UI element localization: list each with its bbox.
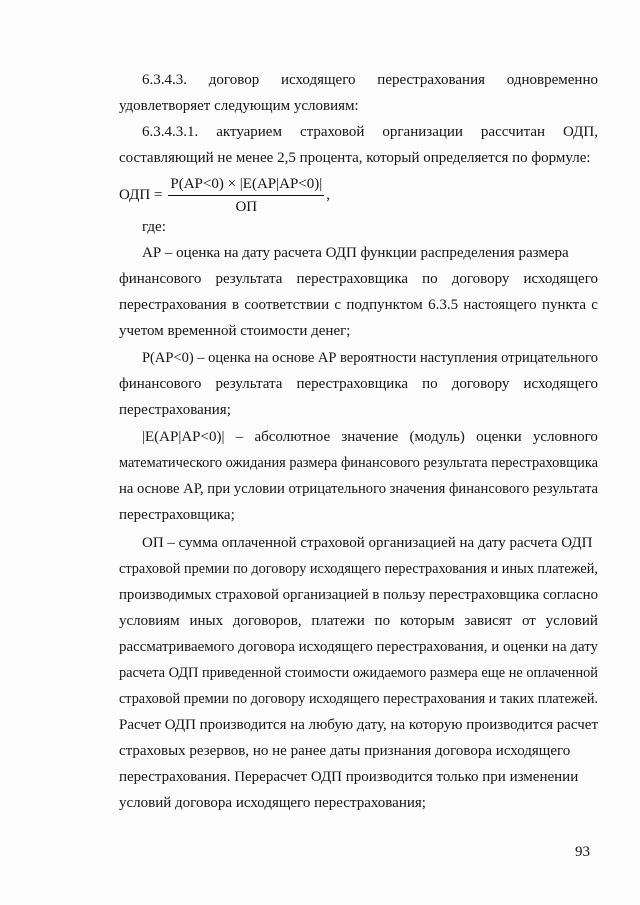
text-word: подпунктом [346, 297, 423, 313]
text-word: договору [451, 271, 510, 287]
text-word: одновременно [506, 72, 598, 88]
text-word: результата [215, 271, 283, 287]
text-line: расчета ОДП приведенной стоимости ожидаемого размера еще не оплаченной [119, 665, 598, 681]
text-word: условиям [119, 613, 180, 629]
text-line: учетом временной стоимости денег; [119, 323, 351, 339]
text-line: P(AP<0) – оценка на основе АР вероятности наступления отрицательного [142, 350, 598, 366]
text-word: перестрахования [119, 297, 227, 313]
text-word: ОДП, [563, 124, 598, 140]
text-line: рассматриваемого договора исходящего перестрахования, и оценки на дату [119, 639, 598, 655]
text-word: пункта [541, 297, 586, 313]
formula-denominator: ОП [235, 199, 258, 215]
text-word: актуарием [216, 124, 282, 140]
text-line [119, 374, 598, 394]
text-word: платежи [311, 613, 365, 629]
text-line: страховой премии по договору исходящего перестрахования и иных платежей, [119, 561, 598, 577]
text-word: договору [451, 376, 510, 392]
text-word: настоящего [463, 297, 537, 313]
text-word: (модуль) [409, 429, 465, 445]
text-word: по [374, 613, 391, 629]
text-word: исходящего [523, 271, 598, 287]
text-word: условного [532, 429, 598, 445]
text-line [119, 269, 598, 289]
text-line: условий договора исходящего перестрахования; [119, 795, 426, 811]
text-word: с [334, 297, 342, 313]
formula-comma: , [326, 187, 331, 203]
text-line [119, 611, 598, 631]
formula-numerator: P(AP<0) × |E(AP|AP<0)| [168, 175, 324, 196]
text-line: Расчет ОДП производится на любую дату, на которую производится расчет [119, 717, 598, 733]
text-line: страховой премии по договору исходящего перестрахования и таких платежей. [119, 691, 598, 707]
text-word: по [422, 376, 438, 392]
clause-number: 6.3.4.3.1. [142, 124, 199, 140]
text-word: от [522, 613, 536, 629]
clause-number: 6.3.4.3. [142, 72, 187, 88]
text-word: исходящего [523, 376, 598, 392]
text-word: перестрахования [377, 72, 485, 88]
text-word: значение [341, 429, 399, 445]
text-word: абсолютное [254, 429, 331, 445]
text-word: 6.3.5 [428, 297, 459, 313]
clause-6-3-4-3 [142, 70, 598, 90]
text-line: страховых резервов, но не ранее даты признания договора исходящего [119, 743, 571, 759]
text-line: перестрахования; [119, 402, 231, 418]
text-word: исходящего [280, 72, 356, 88]
text-word: оценки [476, 429, 522, 445]
text-word: |E(AP|AP<0)| [142, 429, 225, 445]
where-label: где: [142, 219, 166, 235]
text-line: удовлетворяет следующим условиям: [119, 98, 359, 114]
text-word: – [235, 429, 244, 445]
text-word: перестраховщика [296, 376, 409, 392]
text-line [142, 427, 598, 447]
text-word: которым [399, 613, 455, 629]
text-line: ОП – сумма оплаченной страховой организацией на дату расчета ОДП [142, 535, 593, 551]
text-word: организации [382, 124, 463, 140]
text-line: перестрахования. Перерасчет ОДП производится только при изменении [119, 769, 579, 785]
text-word: зависят [464, 613, 513, 629]
text-word: рассчитан [480, 124, 546, 140]
text-word: соответствии [244, 297, 330, 313]
formula-fraction [168, 175, 324, 216]
text-line: АР – оценка на дату расчета ОДП функции распределения размера [142, 245, 569, 261]
text-word: результата [215, 376, 283, 392]
text-line: составляющий не менее 2,5 процента, который определяется по формуле: [119, 150, 591, 166]
text-word: страховой [299, 124, 365, 140]
text-word: финансового [119, 376, 202, 392]
text-word: условий [545, 613, 598, 629]
text-word: с [591, 297, 598, 313]
text-line: на основе АР, при условии отрицательного значения финансового результата [119, 481, 598, 497]
text-line: математического ожидания размера финансового результата перестраховщика [119, 455, 598, 471]
text-word: финансового [119, 271, 202, 287]
formula-lhs: ОДП = [119, 187, 163, 203]
text-word: иных [189, 613, 224, 629]
text-line [119, 295, 598, 315]
page-number: 93 [575, 844, 590, 860]
clause-6-3-4-3-1 [142, 122, 598, 142]
text-word: по [422, 271, 438, 287]
odp-formula [119, 175, 330, 216]
text-word: в [231, 297, 240, 313]
text-word: договор [208, 72, 260, 88]
text-word: договоров, [232, 613, 302, 629]
text-line: перестраховщика; [119, 507, 235, 523]
text-word: перестраховщика [296, 271, 409, 287]
text-line: производимых страховой организацией в пользу перестраховщика согласно [119, 587, 598, 603]
